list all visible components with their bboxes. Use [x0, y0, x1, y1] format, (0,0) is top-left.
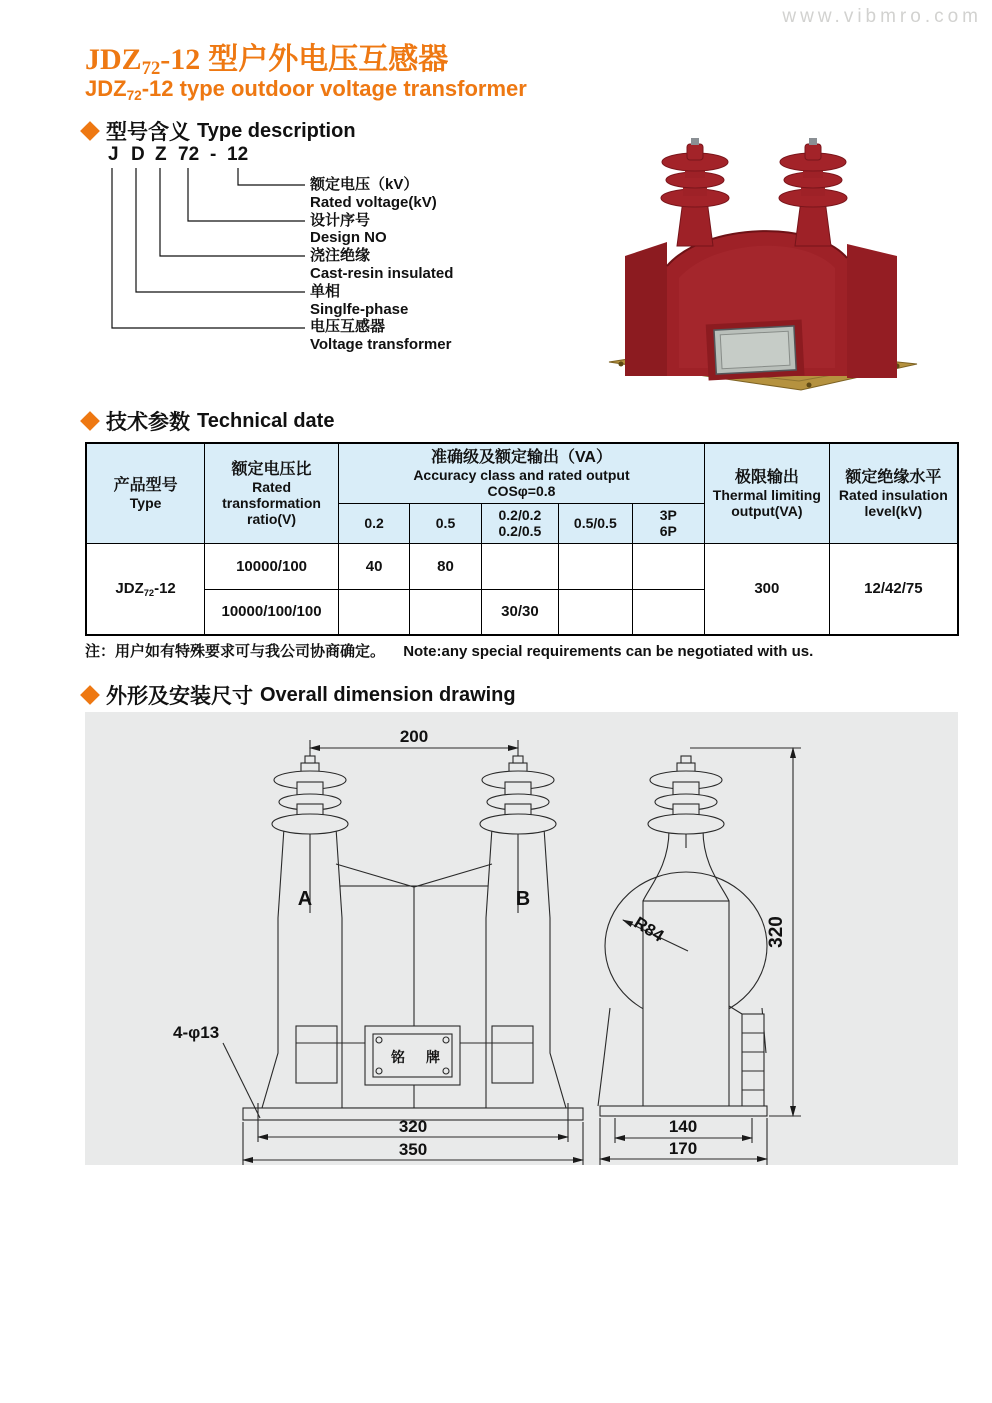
section-title-zh: 型号含义	[106, 121, 190, 144]
col-thermal-zh: 极限输出	[734, 468, 799, 486]
model-number-rest: -12	[160, 43, 201, 76]
subcol-0202-0205: 0.2/0.2 0.2/0.5	[481, 503, 558, 543]
section-title-en: Technical date	[197, 409, 335, 432]
cell-02-row1: 40	[338, 543, 409, 589]
note-en: Note:any special requirements can be negotiated with us.	[403, 643, 814, 660]
diamond-icon	[80, 121, 100, 141]
meaning-zh: 浇注绝缘	[310, 247, 371, 265]
front-width-outer-label: 350	[398, 1140, 428, 1159]
model-letter: -	[210, 144, 217, 165]
page-title-zh-text: 型户外电压互感器	[208, 43, 449, 76]
col-type-header	[86, 443, 205, 543]
nameplate-char-2: 牌	[426, 1049, 440, 1065]
cell-05-row1: 80	[410, 543, 481, 589]
model-number-sub: 72	[141, 58, 161, 80]
subcol-3p6p: 3P 6P	[632, 503, 704, 543]
cell-0505-row1	[559, 543, 632, 589]
radius-label: R84	[630, 913, 668, 946]
nameplate-char-1: 铭	[391, 1049, 405, 1065]
meaning-en: Singlfe-phase	[310, 300, 409, 318]
cell-02-row2	[338, 589, 409, 635]
watermark: www.vibmro.com	[782, 6, 982, 27]
cell-0202-row1	[481, 543, 558, 589]
section-technical-data	[83, 406, 334, 436]
model-number-en-sub: 72	[126, 87, 142, 103]
product-photo	[595, 138, 925, 398]
meaning-en: Rated voltage(kV)	[310, 193, 437, 211]
col-insulation-header	[829, 443, 958, 543]
col-accuracy-zh: 准确级及额定输出（VA）	[430, 448, 612, 466]
page-title-zh	[85, 34, 448, 78]
model-letter: J	[108, 144, 119, 165]
side-height-label: 320	[766, 916, 787, 948]
cell-05-row2	[410, 589, 481, 635]
subcol-02: 0.2	[338, 503, 409, 543]
model-meanings	[310, 176, 453, 354]
model-number: JDZ	[85, 43, 142, 76]
dim-200-label: 200	[399, 727, 429, 746]
terminal-b-label: B	[515, 888, 531, 910]
meaning-zh: 电压互感器	[310, 318, 386, 336]
side-width-outer-label: 170	[668, 1139, 698, 1158]
section-title-zh: 技术参数	[106, 411, 190, 434]
note-line	[85, 640, 813, 661]
meaning-zh: 额定电压（kV）	[310, 176, 419, 193]
subcol-05: 0.5	[410, 503, 481, 543]
front-width-inner-label: 320	[398, 1117, 428, 1136]
side-width-inner-label: 140	[668, 1117, 698, 1136]
meaning-en: Design NO	[310, 229, 387, 247]
model-number-en: JDZ	[85, 76, 127, 101]
cell-ratio-row2: 10000/100/100	[205, 589, 339, 635]
meaning-zh: 单相	[310, 282, 341, 300]
model-letter: 72	[178, 144, 200, 165]
model-letter: 12	[227, 144, 249, 165]
col-accuracy-cos: COSφ=0.8	[487, 482, 556, 499]
cell-ratio-row1: 10000/100	[205, 543, 339, 589]
cell-insulation-value: 12/42/75	[829, 543, 958, 635]
photo-nameplate	[706, 320, 805, 381]
col-type-en: Type	[129, 494, 162, 511]
side-view-drawing	[590, 718, 925, 1165]
cell-0505-row2	[559, 589, 632, 635]
section-title-en: Type description	[197, 119, 356, 142]
section-type-description	[83, 116, 356, 146]
model-number-en-rest: -12	[141, 76, 174, 101]
col-ratio-header	[205, 443, 339, 543]
meaning-zh: 设计序号	[310, 211, 371, 229]
cell-thermal-value: 300	[705, 543, 830, 635]
terminal-a-label: A	[297, 888, 313, 910]
page-title-en	[85, 76, 527, 102]
col-accuracy-en: Accuracy class and rated output	[413, 466, 630, 483]
col-ratio-en: Rated transformation ratio(V)	[222, 478, 321, 527]
col-ratio-zh: 额定电压比	[231, 460, 312, 478]
col-insulation-en: Rated insulation level(kV)	[838, 486, 948, 519]
cell-0202-row2: 30/30	[481, 589, 558, 635]
note-zh: 注：用户如有特殊要求可与我公司协商确定。	[85, 643, 386, 660]
technical-parameters-table	[85, 442, 959, 636]
col-thermal-en: Thermal limiting output(VA)	[712, 486, 821, 519]
model-letter: Z	[155, 144, 167, 165]
section-dimension-drawing	[83, 680, 516, 710]
meaning-en: Cast-resin insulated	[310, 264, 454, 282]
meaning-en: Voltage transformer	[310, 336, 452, 354]
cell-3p-row2	[632, 589, 704, 635]
dimension-drawing-panel	[85, 712, 958, 1165]
col-type-zh: 产品型号	[113, 476, 178, 494]
diamond-icon	[80, 685, 100, 705]
cell-type-value: JDZ72-12	[86, 543, 205, 635]
section-title-en: Overall dimension drawing	[260, 683, 516, 706]
col-thermal-header	[705, 443, 830, 543]
page-title-en-text: type outdoor voltage transformer	[179, 76, 527, 101]
model-code-diagram	[100, 144, 570, 364]
col-insulation-zh: 额定绝缘水平	[845, 468, 942, 486]
cell-3p-row1	[632, 543, 704, 589]
section-title-zh: 外形及安装尺寸	[106, 685, 253, 708]
model-letter: D	[131, 144, 145, 165]
col-accuracy-header	[338, 443, 704, 503]
holes-label: 4-φ13	[173, 1023, 220, 1042]
diamond-icon	[80, 411, 100, 431]
subcol-0505: 0.5/0.5	[559, 503, 632, 543]
